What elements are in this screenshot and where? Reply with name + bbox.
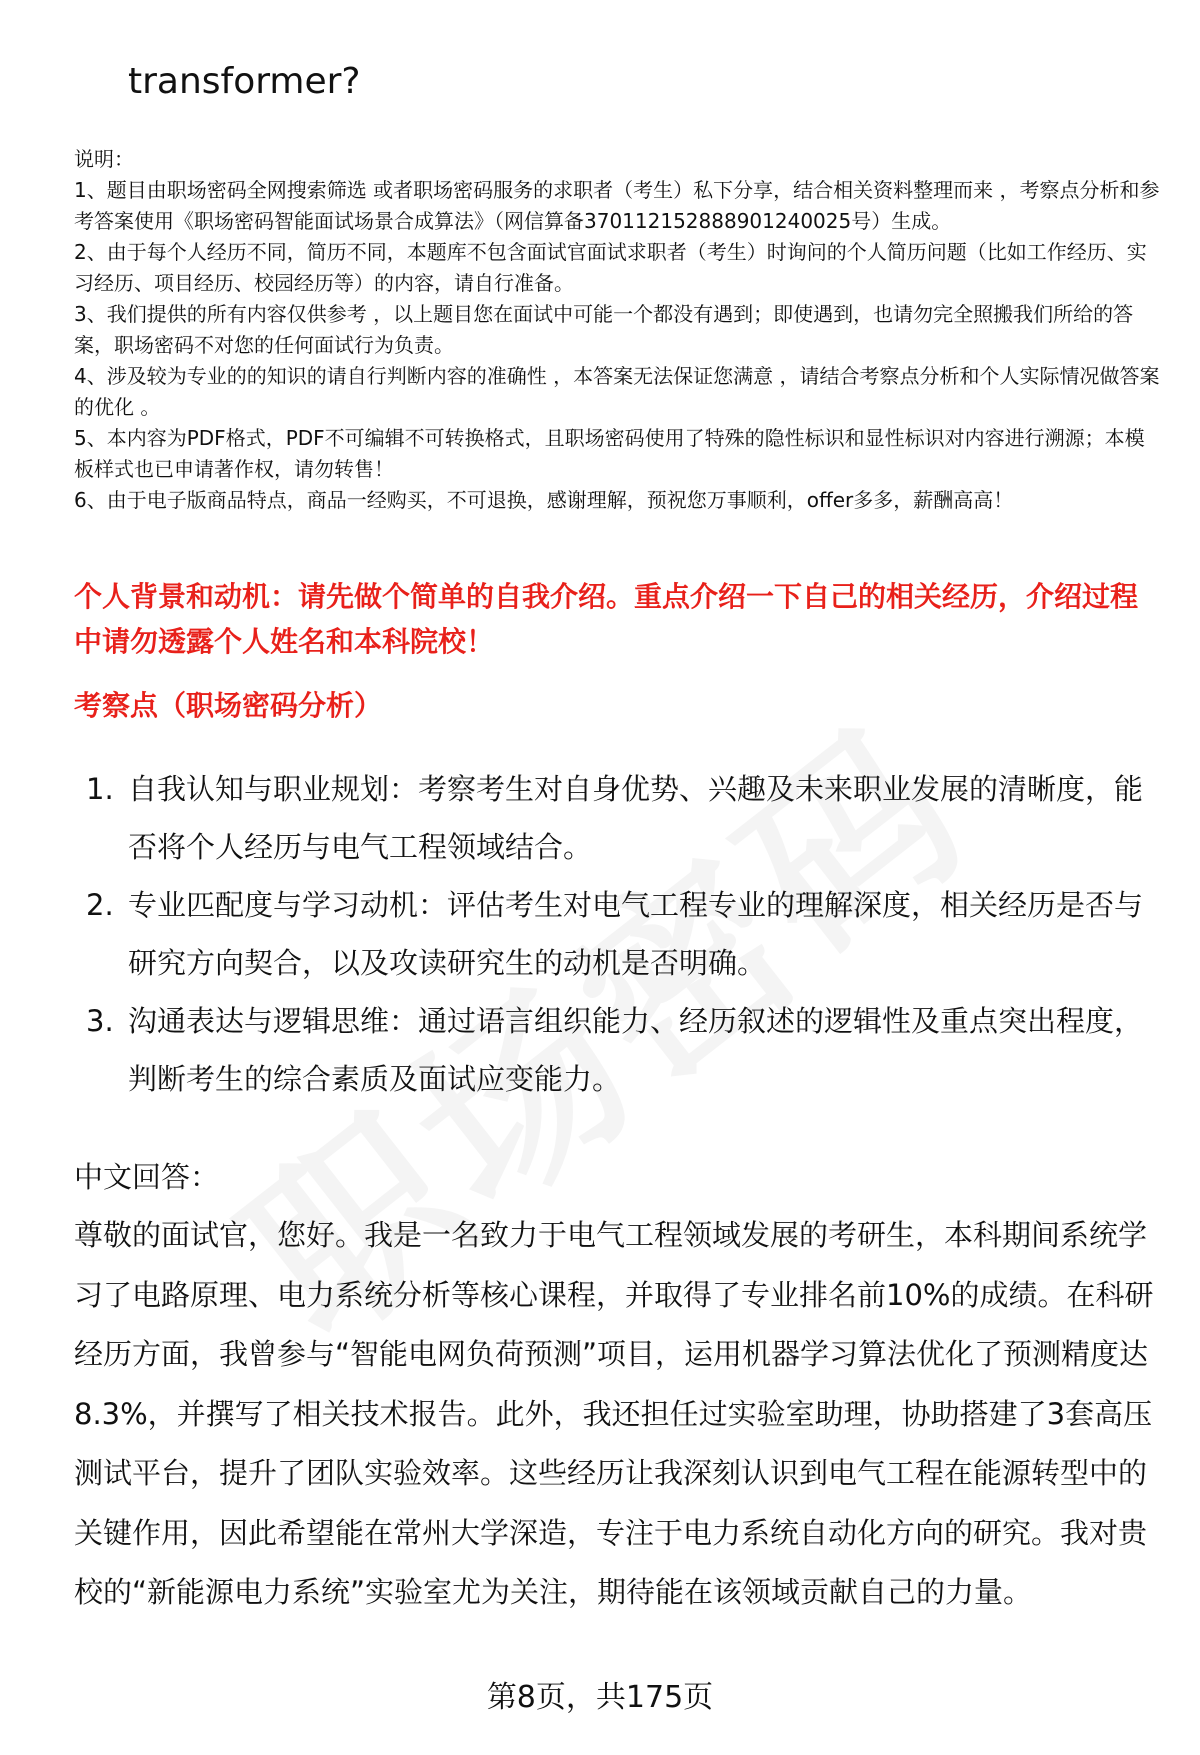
notes-section (74, 144, 1160, 516)
list-item (74, 992, 1164, 1108)
list-item (74, 876, 1164, 992)
note-line: 3、我们提供的所有内容仅供参考 ，以上题目您在面试中可能一个都没有遇到；即使遇到，也请勿完全照搬我们所给的答案，职场密码不对您的任何面试行为负责。 (74, 302, 1134, 357)
note-line: 5、本内容为PDF格式，PDF不可编辑不可转换格式，且职场密码使用了特殊的隐性标识和显性标识对内容进行溯源；本模板样式也已申请著作权，请勿转售！ (74, 426, 1145, 481)
note-line: 2、由于每个人经历不同，简历不同，本题库不包含面试官面试求职者（考生）时询问的个人简历问题（比如工作经历、实习经历、项目经历、校园经历等）的内容，请自行准备。 (74, 240, 1147, 295)
interview-question: 个人背景和动机：请先做个简单的自我介绍。重点介绍一下自己的相关经历，介绍过程中请勿透露个人姓名和本科院校！ (74, 580, 1139, 658)
answer-label: 中文回答： (74, 1160, 220, 1194)
list-number: 3. (86, 1004, 114, 1038)
question-tail-text: transformer? (128, 61, 361, 102)
notes-title: 说明： (74, 147, 134, 171)
answer-body: 尊敬的面试官，您好。我是一名致力于电气工程领域发展的考研生，本科期间系统学习了电路原理、电力系统分析等核心课程，并取得了专业排名前10%的成绩。在科研经历方面，我曾参与“智能电网负荷预测”项目，运用机器学习算法优化了预测精度达8.3%，并撰写了相关技术报告。此外，我还担任过实验室助理，协助搭建了3套高压测试平台，提升了团队实验效率。这些经历让我深刻认识到电气工程在能源转型中的关键作用，因此希望能在常州大学深造，专注于电力系统自动化方向的研究。我对贵校的“新能源电力系统”实验室尤为关注，期待能在该领域贡献自己的力量。 (74, 1218, 1154, 1609)
analysis-points-list (74, 760, 1164, 1108)
note-line: 4、涉及较为专业的的知识的请自行判断内容的准确性 ，本答案无法保证您满意 ，请结合考察点分析和个人实际情况做答案的优化 。 (74, 364, 1160, 419)
analysis-heading: 考察点（职场密码分析） (74, 689, 383, 722)
note-line: 1、题目由职场密码全网搜索筛选 或者职场密码服务的求职者（考生）私下分享，结合相关资料整理而来 ，考察点分析和参考答案使用《职场密码智能面试场景合成算法》（网信算备370112152888901240025号）生成。 (74, 178, 1160, 233)
list-number: 1. (86, 772, 114, 806)
page-number-footer: 第8页，共175页 (486, 1680, 714, 1715)
list-item (74, 760, 1164, 876)
list-number: 2. (86, 888, 114, 922)
note-line: 6、由于电子版商品特点，商品一经购买，不可退换，感谢理解，预祝您万事顺利，offer多多，薪酬高高！ (74, 488, 1014, 512)
list-item-text: 专业匹配度与学习动机：评估考生对电气工程专业的理解深度，相关经历是否与研究方向契合，以及攻读研究生的动机是否明确。 (128, 888, 1144, 980)
list-item-text: 沟通表达与逻辑思维：通过语言组织能力、经历叙述的逻辑性及重点突出程度，判断考生的综合素质及面试应变能力。 (128, 1004, 1144, 1096)
list-item-text: 自我认知与职业规划：考察考生对自身优势、兴趣及未来职业发展的清晰度，能否将个人经历与电气工程领域结合。 (128, 772, 1144, 864)
